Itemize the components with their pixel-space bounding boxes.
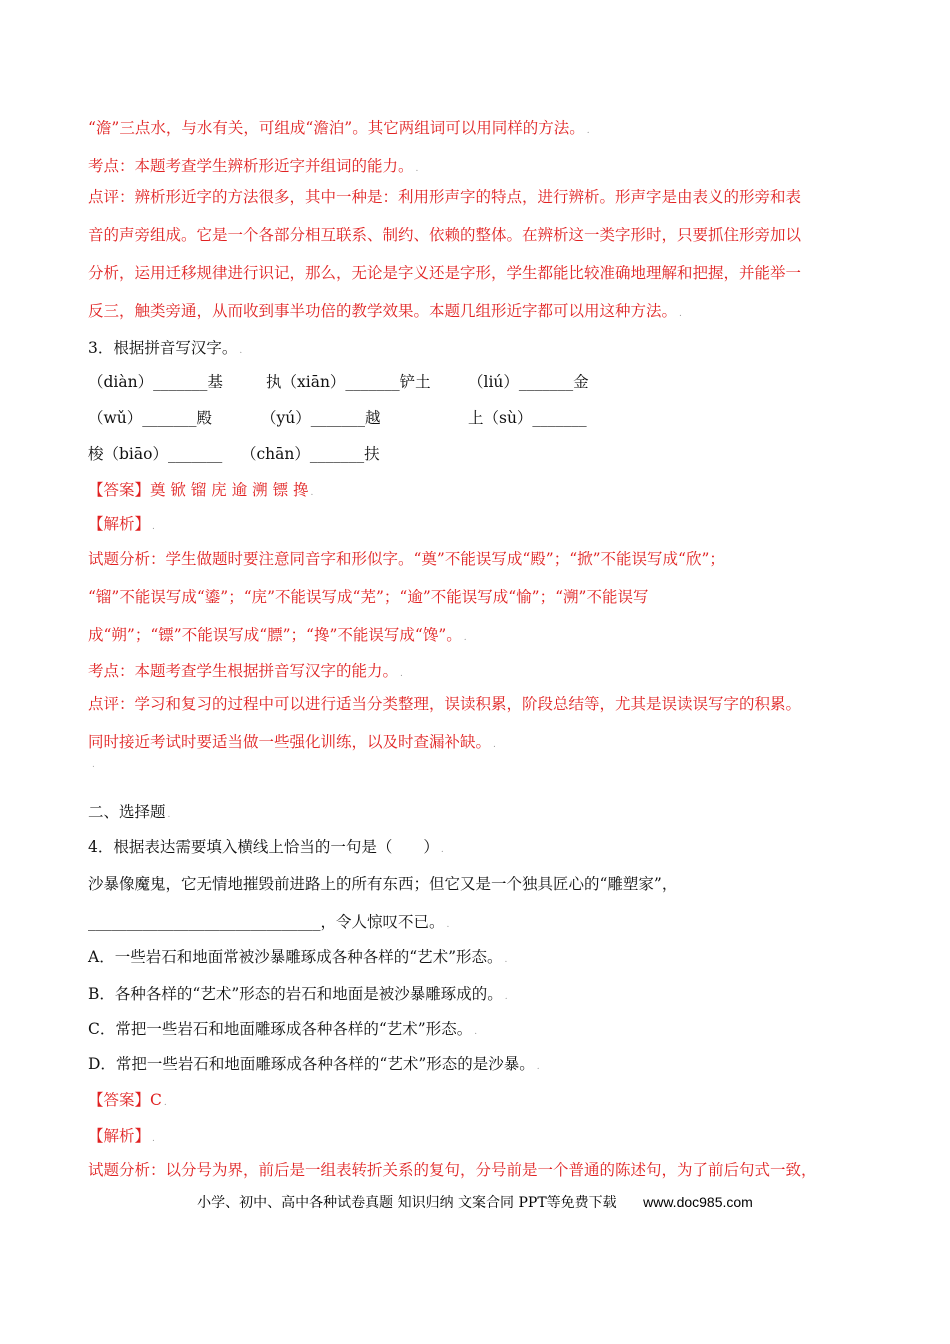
footer-url[interactable]: www.doc985.com — [643, 1194, 753, 1210]
question-3-title: 3．根据拼音写汉字。 . — [88, 339, 243, 357]
pinyin-item: 梭（biāo）_______ — [88, 445, 223, 463]
dianping-line-1: 点评：辨析形近字的方法很多，其中一种是：利用形声字的特点，进行辨析。形声字是由表义的形旁和表 — [88, 188, 802, 206]
pinyin-item: （diàn）_______基 — [88, 373, 223, 391]
answer-4: 【答案】C . — [88, 1091, 167, 1109]
option-a: A．一些岩石和地面常被沙暴雕琢成各种各样的“艺术”形态。 . — [88, 948, 508, 966]
option-d: D．常把一些岩石和地面雕琢成各种各样的“艺术”形态的是沙暴。 . — [88, 1055, 540, 1073]
pinyin-item: （wǔ）_______殿 — [88, 409, 213, 427]
analysis-3-line-3: 成“朔”；“镖”不能误写成“膘”；“搀”不能误写成“馋”。 . — [88, 626, 467, 644]
analysis-3-line-2: “镏”不能误写成“鎏”；“庑”不能误写成“芜”；“逾”不能误写成“愉”；“溯”不能误写 — [88, 588, 649, 606]
jiexi-3: 【解析】 . — [88, 515, 155, 533]
jiexi-4: 【解析】 . — [88, 1127, 155, 1145]
pinyin-item: （yú）_______越 — [261, 409, 381, 427]
explanation-line: “澹”三点水，与水有关，可组成“澹泊”。其它两组词可以用同样的方法。 . — [88, 119, 590, 137]
kaodian-line: 考点：本题考查学生辨析形近字并组词的能力。 . — [88, 157, 419, 175]
question-4-stem-2: ______________________________，令人惊叹不已。 . — [88, 913, 450, 931]
pinyin-item: 执（xiān）_______铲土 — [266, 373, 431, 391]
answer-3: 【答案】奠 锨 镏 庑 逾 溯 镖 搀 . — [88, 481, 314, 499]
paragraph-mark: . — [92, 760, 95, 770]
dianping-line-3: 分析，运用迁移规律进行识记，那么，无论是字义还是字形，学生都能比较准确地理解和把握，并能举一 — [88, 264, 802, 282]
question-4-title: 4．根据表达需要填入横线上恰当的一句是（ ） . — [88, 838, 444, 856]
question-4-stem-1: 沙暴像魔鬼，它无情地摧毁前进路上的所有东西；但它又是一个独具匠心的“雕塑家”， — [88, 875, 678, 893]
dianping-line-2: 音的声旁组成。它是一个各部分相互联系、制约、依赖的整体。在辨析这一类字形时，只要抓住形旁加以 — [88, 226, 802, 244]
analysis-3-line-1: 试题分析：学生做题时要注意同音字和形似字。“奠”不能误写成“殿”；“掀”不能误写成“欣”； — [88, 550, 725, 568]
section-heading: 二、选择题 . — [88, 803, 171, 821]
dianping-line-4: 反三，触类旁通，从而收到事半功倍的教学效果。本题几组形近字都可以用这种方法。 . — [88, 302, 682, 320]
option-b: B．各种各样的“艺术”形态的岩石和地面是被沙暴雕琢成的。 . — [88, 985, 508, 1003]
pinyin-item: 上（sù）_______ — [468, 409, 587, 427]
dianping-3-line-1: 点评：学习和复习的过程中可以进行适当分类整理，误读积累，阶段总结等，尤其是误读误写字的积累。 — [88, 695, 802, 713]
option-c: C．常把一些岩石和地面雕琢成各种各样的“艺术”形态。 . — [88, 1020, 478, 1038]
page-footer — [0, 1192, 950, 1212]
dianping-3-line-2: 同时接近考试时要适当做一些强化训练，以及时查漏补缺。 . — [88, 733, 496, 751]
pinyin-item: （chān）_______扶 — [241, 445, 380, 463]
analysis-4-line-1: 试题分析：以分号为界，前后是一组表转折关系的复句，分号前是一个普通的陈述句，为了前后句式一致， — [88, 1161, 817, 1179]
footer-text: 小学、初中、高中各种试卷真题 知识归纳 文案合同 PPT等免费下载 — [197, 1195, 617, 1211]
pinyin-item: （liú）_______金 — [468, 373, 589, 391]
kaodian-3: 考点：本题考查学生根据拼音写汉字的能力。 . — [88, 662, 403, 680]
